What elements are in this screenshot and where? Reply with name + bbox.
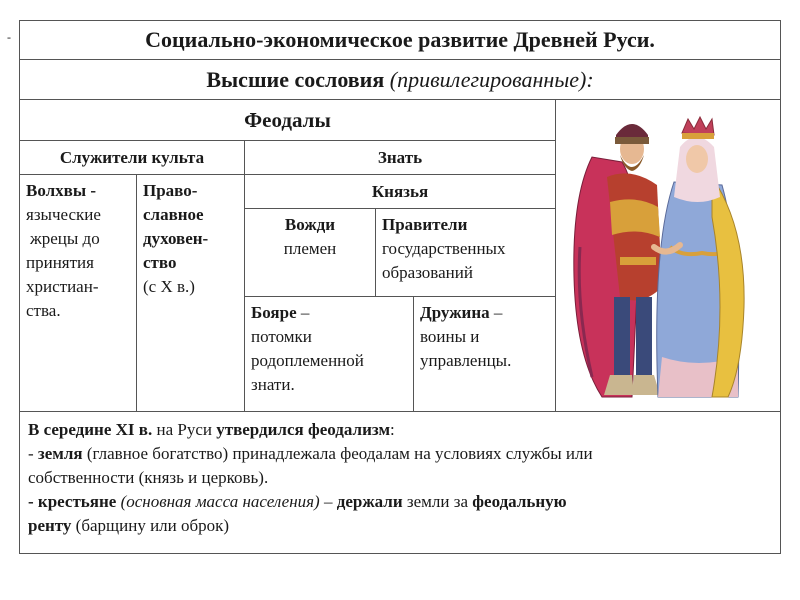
orthodox-name-1: Право- — [143, 181, 198, 200]
orthodox-since: (с X в.) — [143, 277, 195, 296]
summary-line-1 — [28, 418, 772, 442]
summary-line-2 — [28, 442, 772, 466]
volkhvy-desc-3: принятия — [26, 253, 94, 272]
summary-line-5 — [28, 514, 772, 538]
druzhina-name: Дружина — [420, 303, 490, 322]
estates-row — [19, 59, 781, 100]
summary-line-3: собственности (князь и церковь). — [28, 468, 269, 487]
summary-peasants-note: (основная масса населения) — [116, 492, 320, 511]
estates-label: Высшие сословия — [206, 66, 385, 92]
summary-line-4 — [28, 490, 772, 514]
princes-header: Князья — [244, 174, 556, 209]
boyars-name: Бояре — [251, 303, 297, 322]
rulers-cell — [375, 208, 556, 297]
volkhvy-desc-2: жрецы до — [30, 229, 100, 248]
boyars-cell — [244, 296, 414, 412]
feudals-header: Феодалы — [19, 99, 556, 141]
rulers-name: Правители — [382, 215, 468, 234]
estates-note: (привилегированные): — [389, 66, 594, 92]
summary-colon: : — [390, 420, 395, 439]
leaders-name: Вожди — [284, 215, 336, 234]
druzhina-dash: – — [489, 303, 503, 322]
boyars-desc-2: родоплеменной — [251, 351, 364, 370]
summary-rent-text: (барщину или оброк) — [71, 516, 230, 535]
summary-dash: - — [28, 444, 38, 463]
summary-period: В середине XI в. — [28, 420, 153, 439]
summary-peasants: - крестьяне — [28, 492, 117, 511]
volkhvy-cell — [19, 174, 137, 412]
feudal-table — [19, 20, 781, 554]
summary-held: держали — [336, 492, 403, 511]
volkhvy-desc-4: христиан- — [26, 277, 99, 296]
leaders-desc: племен — [283, 239, 337, 258]
volkhvy-desc-1: языческие — [26, 205, 101, 224]
rulers-desc-2: образований — [382, 263, 473, 282]
orthodox-name-3: духовен- — [143, 229, 209, 248]
prince-princess-illustration — [562, 107, 746, 407]
table-title: Социально-экономическое развитие Древней Руси. — [19, 20, 781, 60]
rulers-desc-1: государственных — [382, 239, 506, 258]
volkhvy-desc-5: ства. — [26, 301, 61, 320]
boyars-desc-3: знати. — [251, 375, 295, 394]
summary-feudal: феодальную — [472, 492, 567, 511]
druzhina-desc-2: управленцы. — [420, 351, 512, 370]
orthodox-name-2: славное — [143, 205, 204, 224]
volkhvy-name: Волхвы - — [26, 181, 97, 200]
slide-marker: - — [7, 30, 11, 44]
druzhina-cell — [413, 296, 556, 412]
summary-dash-2: – — [319, 492, 337, 511]
summary-feudalism: утвердился феодализм — [216, 420, 391, 439]
orthodox-name-4: ство — [143, 253, 177, 272]
boyars-dash: – — [296, 303, 310, 322]
clergy-header: Служители культа — [19, 140, 245, 175]
summary-rent: ренту — [28, 516, 72, 535]
nobility-header: Знать — [244, 140, 556, 175]
leaders-cell — [244, 208, 376, 297]
druzhina-desc-1: воины и — [420, 327, 480, 346]
summary-text: на Руси — [152, 420, 217, 439]
orthodox-cell — [136, 174, 245, 412]
summary-cell — [19, 411, 781, 554]
summary-land-text: (главное богатство) принадлежала феодалам на условиях службы или — [82, 444, 593, 463]
summary-lands-for: земли за — [402, 492, 473, 511]
boyars-desc-1: потомки — [251, 327, 312, 346]
summary-land: земля — [37, 444, 83, 463]
